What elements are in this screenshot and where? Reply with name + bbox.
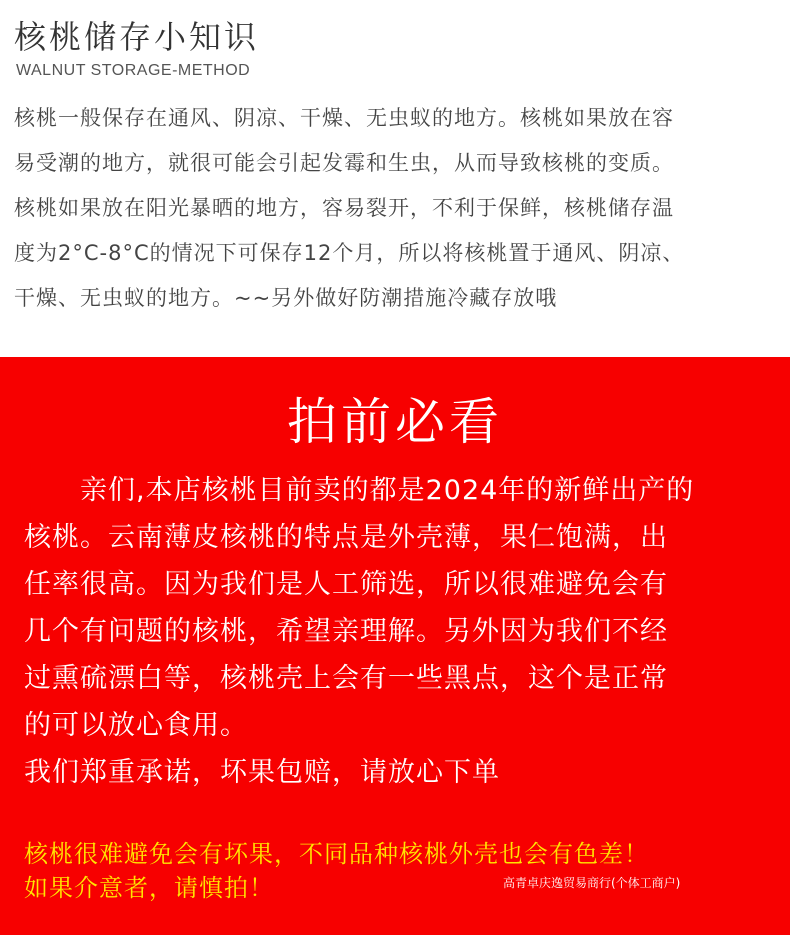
notice-title: 拍前必看 xyxy=(287,393,503,451)
storage-section xyxy=(0,0,790,357)
storage-line: 核桃一般保存在通风、阴凉、干燥、无虫蚁的地方。核桃如果放在容 xyxy=(14,106,674,130)
notice-line: 几个有问题的核桃，希望亲理解。另外因为我们不经 xyxy=(24,616,668,647)
warning-line: 如果介意者，请慎拍！ xyxy=(24,874,274,902)
warning-text xyxy=(24,837,649,905)
storage-line: 度为2°C-8°C的情况下可保存12个月，所以将核桃置于通风、阴凉、 xyxy=(14,241,685,265)
notice-line: 亲们,本店核桃目前卖的都是2024年的新鲜出产的 xyxy=(80,475,695,506)
storage-line: 易受潮的地方，就很可能会引起发霉和生虫，从而导致核桃的变质。 xyxy=(14,151,674,175)
notice-line: 我们郑重承诺，坏果包赔，请放心下单 xyxy=(24,757,500,788)
notice-body xyxy=(24,467,694,796)
notice-line: 核桃。云南薄皮核桃的特点是外壳薄，果仁饱满，出 xyxy=(24,522,668,553)
storage-line: 核桃如果放在阳光暴晒的地方，容易裂开，不利于保鲜，核桃储存温 xyxy=(14,196,674,220)
storage-title: 核桃储存小知识 xyxy=(14,18,260,56)
notice-line: 过熏硫漂白等，核桃壳上会有一些黑点，这个是正常 xyxy=(24,663,668,694)
shop-name: 高青卓庆逸贸易商行(个体工商户) xyxy=(503,876,681,890)
storage-body xyxy=(14,96,784,321)
notice-line: 任率很高。因为我们是人工筛选，所以很难避免会有 xyxy=(24,569,668,600)
notice-line: 的可以放心食用。 xyxy=(24,710,248,741)
storage-line: 干燥、无虫蚁的地方。~~另外做好防潮措施冷藏存放哦 xyxy=(14,286,558,310)
warning-line: 核桃很难避免会有坏果，不同品种核桃外壳也会有色差！ xyxy=(24,840,649,868)
storage-subtitle: WALNUT STORAGE-METHOD xyxy=(16,62,251,79)
